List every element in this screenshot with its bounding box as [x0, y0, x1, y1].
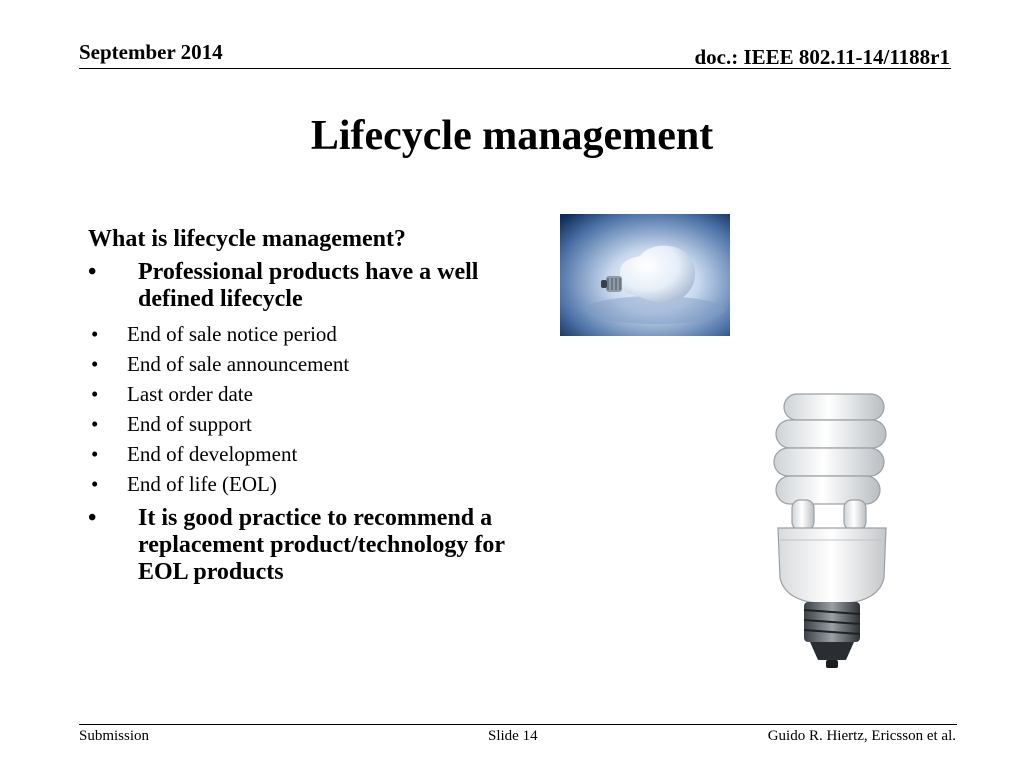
sub-bullet-text: Last order date	[127, 382, 253, 406]
slide-title: Lifecycle management	[310, 113, 714, 159]
bullet-dot: •	[91, 472, 99, 496]
sub-bullet	[38, 469, 518, 499]
sub-bullet-text: End of support	[127, 412, 252, 436]
lead-question: What is lifecycle management?	[88, 226, 406, 252]
bullet-dot: •	[88, 259, 97, 285]
bullet-level1	[88, 505, 518, 586]
sub-bullet	[38, 379, 518, 409]
lightbulb-icon	[560, 214, 730, 336]
footer-divider	[79, 724, 957, 725]
sub-bullet-text: End of sale announcement	[127, 352, 350, 376]
sub-bullet-text: End of sale notice period	[127, 322, 337, 346]
incandescent-bulb-photo	[560, 214, 730, 336]
footer-submission: Submission	[79, 728, 150, 744]
sub-bullet	[38, 439, 518, 469]
header-divider	[79, 68, 951, 69]
bullet-level1	[88, 259, 518, 313]
sub-bullet-text: End of life (EOL)	[127, 472, 277, 496]
bullet-text: It is good practice to recommend a replacement product/technology for EOL products	[138, 505, 505, 585]
bullet-dot: •	[91, 352, 99, 376]
cfl-bulb-icon	[762, 382, 902, 672]
footer-authors: Guido R. Hiertz, Ericsson et al.	[767, 728, 956, 744]
header-doc-id: doc.: IEEE 802.11-14/1188r1	[694, 45, 950, 69]
bullet-dot: •	[91, 322, 99, 346]
sub-bullet-text: End of development	[127, 442, 298, 466]
sub-bullet	[38, 409, 518, 439]
sub-bullet-list	[88, 319, 518, 499]
bullet-dot: •	[91, 412, 99, 436]
header-date: September 2014	[79, 40, 223, 64]
sub-bullet	[38, 349, 518, 379]
bullet-dot: •	[91, 442, 99, 466]
cfl-bulb-illustration	[762, 382, 902, 672]
bullet-dot: •	[91, 382, 99, 406]
slide-body	[88, 224, 518, 592]
bullet-dot: •	[88, 505, 97, 531]
bullet-text: Professional products have a well defined lifecycle	[138, 259, 479, 312]
sub-bullet	[38, 319, 518, 349]
footer-slide-number: Slide 14	[488, 728, 538, 744]
